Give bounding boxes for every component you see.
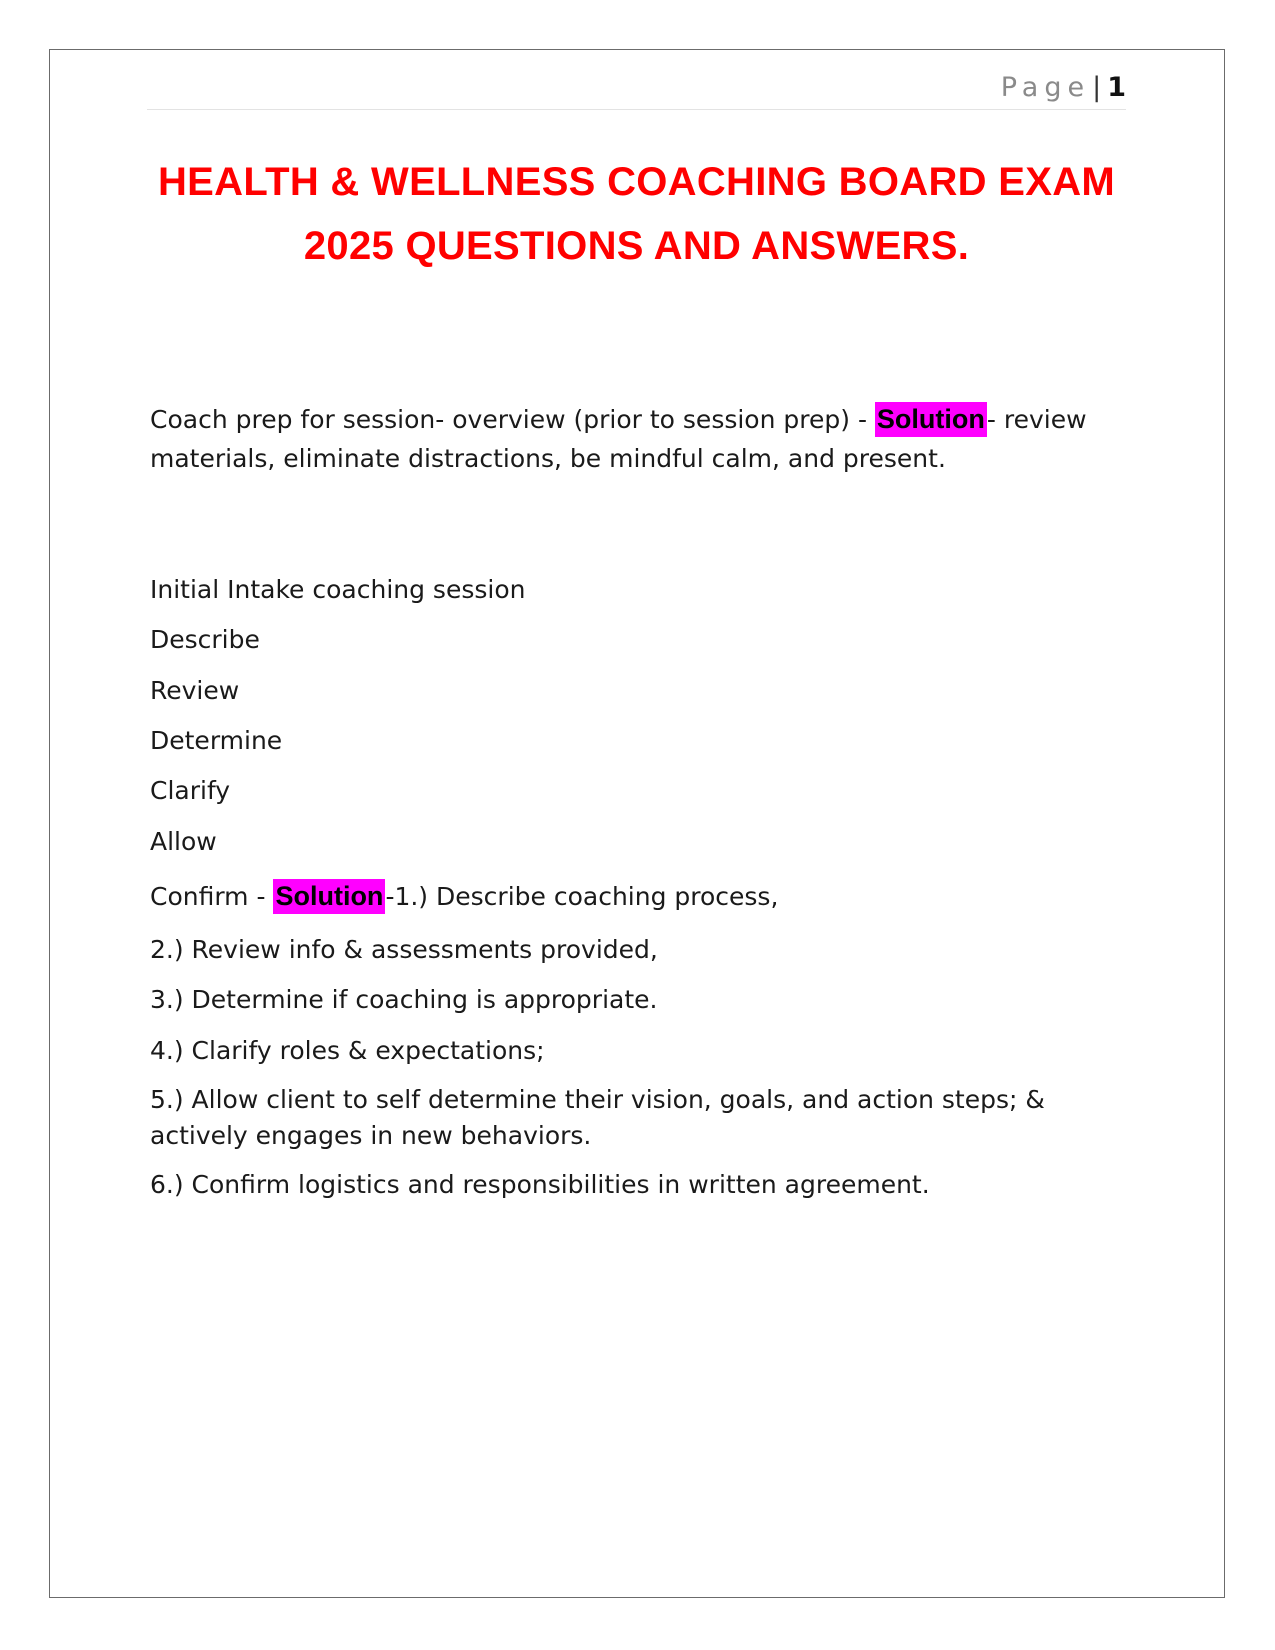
question-text: Coach prep for session- overview (prior to session prep) - (150, 405, 875, 434)
question-line: Determine (150, 726, 283, 755)
document-title: HEALTH & WELLNESS COACHING BOARD EXAM 2025 QUESTIONS AND ANSWERS. (157, 160, 1116, 268)
question-line: Initial Intake coaching session (150, 575, 526, 604)
page-separator: | (1092, 72, 1102, 103)
solution-highlight: Solution (273, 879, 385, 914)
question-line: Allow (150, 827, 217, 856)
answer-line: 4.) Clarify roles & expectations; (150, 1036, 545, 1065)
page-header (147, 72, 1126, 110)
solution-highlight: Solution (875, 402, 987, 437)
page-border (49, 49, 1225, 1598)
confirm-suffix: -1.) Describe coaching process, (385, 882, 779, 911)
answer-line: 6.) Confirm logistics and responsibilities in written agreement. (150, 1170, 930, 1199)
page-number: 1 (1107, 72, 1126, 103)
answer-line: 3.) Determine if coaching is appropriate. (150, 985, 658, 1014)
qa-item-1 (150, 400, 1090, 478)
answer-line: 2.) Review info & assessments provided, (150, 935, 658, 964)
answer-line: 5.) Allow client to self determine their vision, goals, and action steps; & actively engages in new behaviors. (150, 1085, 1045, 1150)
answer-text: - review materials, eliminate distractions, be mindful calm, and present. (150, 405, 1087, 473)
question-line: Describe (150, 625, 260, 654)
confirm-prefix: Confirm - (150, 882, 274, 911)
question-line: Clarify (150, 776, 231, 805)
confirm-line (150, 879, 778, 914)
question-line: Review (150, 676, 240, 705)
page-label: Page (1000, 72, 1091, 103)
